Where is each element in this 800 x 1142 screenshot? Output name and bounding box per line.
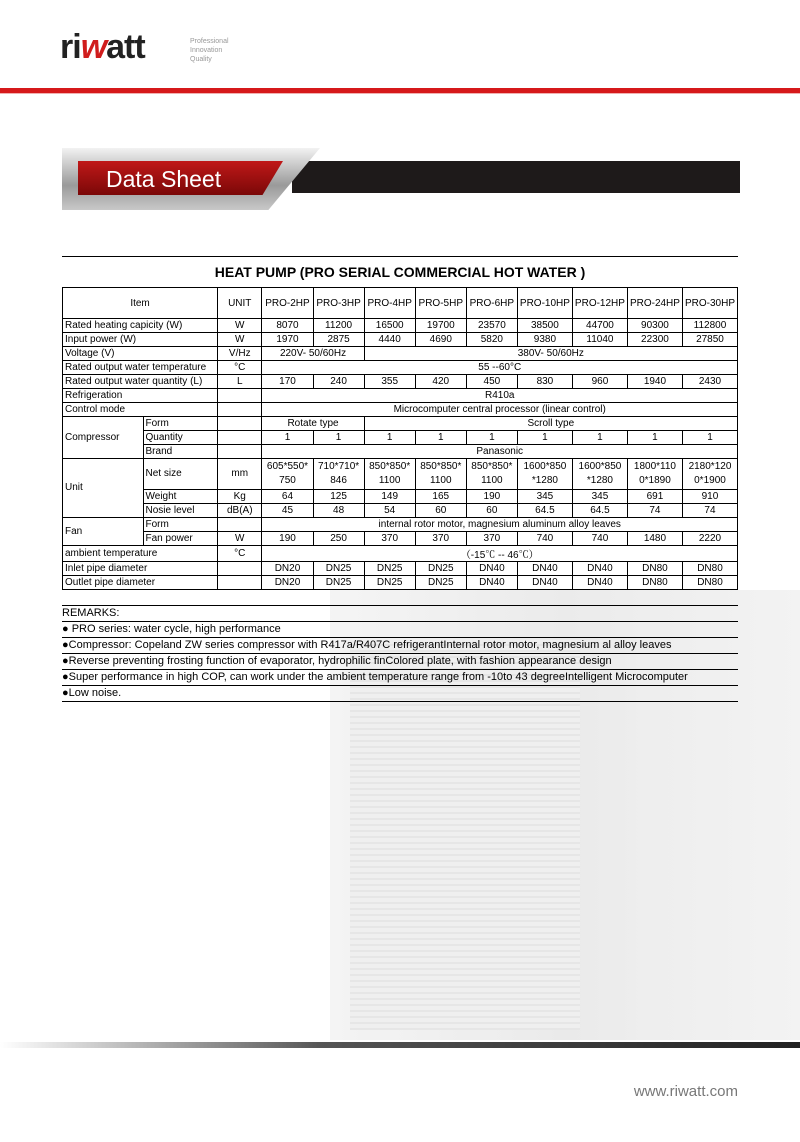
table-row [63,518,738,532]
table-row [63,576,738,590]
table-cell: 11200 [313,319,364,333]
table-cell: 1600*850 *1280 [517,459,572,490]
table-cell: DN80 [627,576,682,590]
table-cell: DN80 [682,562,737,576]
remark-item: ●Low noise. [62,686,738,702]
table-row [63,445,738,459]
table-row [63,333,738,347]
table-cell: Input power (W) [63,333,218,347]
table-cell [218,576,262,590]
table-cell: Fan [63,518,144,546]
table-cell: Rated heating capicity (W) [63,319,218,333]
banner-title: Data Sheet [106,166,222,192]
table-cell: DN40 [517,562,572,576]
table-cell: Panasonic [262,445,738,459]
table-cell [218,562,262,576]
table-cell: Rated output water quantity (L) [63,375,218,389]
remark-item: ●Super performance in high COP, can work under the ambient temperature range from -10to 43 degreeIntelligent Microcomputer [62,670,738,686]
table-cell: DN40 [572,562,627,576]
table-cell: Kg [218,490,262,504]
table-cell: 740 [572,532,627,546]
remark-item: ●Reverse preventing frosting function of evaporator, hydrophilic finColored plate, with fashion appearance design [62,654,738,670]
table-cell: 149 [364,490,415,504]
table-cell: 910 [682,490,737,504]
table-cell: 4690 [415,333,466,347]
table-cell: 64.5 [572,504,627,518]
table-cell: PRO-30HP [682,288,737,319]
table-cell: 450 [466,375,517,389]
table-cell: DN25 [313,562,364,576]
table-cell: ambient temperature [63,546,218,562]
footer-bar [0,1042,800,1048]
table-cell: 55 --60°C [262,361,738,375]
table-cell: 19700 [415,319,466,333]
table-cell: 710*710* 846 [313,459,364,490]
table-cell: 850*850* 1100 [364,459,415,490]
table-cell: 125 [313,490,364,504]
table-cell: Brand [143,445,218,459]
table-cell: Unit [63,459,144,518]
table-cell: 8070 [262,319,313,333]
table-cell: DN80 [627,562,682,576]
table-cell: 5820 [466,333,517,347]
table-cell [218,403,262,417]
table-cell: 90300 [627,319,682,333]
table-cell: 74 [627,504,682,518]
table-cell: 16500 [364,319,415,333]
table-cell: DN20 [262,562,313,576]
table-row [63,403,738,417]
table-cell: Inlet pipe diameter [63,562,218,576]
table-cell: 355 [364,375,415,389]
table-cell: 1600*850 *1280 [572,459,627,490]
table-cell: Nosie level [143,504,218,518]
table-cell: 380V- 50/60Hz [364,347,737,361]
table-row [63,546,738,562]
table-cell: 48 [313,504,364,518]
table-cell [218,445,262,459]
table-cell: 960 [572,375,627,389]
table-cell: DN40 [466,562,517,576]
table-row [63,431,738,445]
table-cell: 740 [517,532,572,546]
table-cell: DN40 [572,576,627,590]
table-cell: 9380 [517,333,572,347]
table-cell: Weight [143,490,218,504]
table-cell: L [218,375,262,389]
table-cell: 38500 [517,319,572,333]
table-cell [218,389,262,403]
remark-item: ● PRO series: water cycle, high performance [62,622,738,638]
table-cell: 370 [415,532,466,546]
table-cell: W [218,532,262,546]
table-cell: PRO-6HP [466,288,517,319]
table-cell: 27850 [682,333,737,347]
table-row [63,375,738,389]
table-cell: 420 [415,375,466,389]
table-cell: 345 [517,490,572,504]
table-cell: 23570 [466,319,517,333]
sheet-title: HEAT PUMP (PRO SERIAL COMMERCIAL HOT WATER ) [62,256,738,280]
table-row [63,532,738,546]
table-cell: Outlet pipe diameter [63,576,218,590]
table-cell: 1 [682,431,737,445]
table-cell: DN25 [313,576,364,590]
table-cell: PRO-5HP [415,288,466,319]
table-cell: Rotate type [262,417,364,431]
table-cell: Net size [143,459,218,490]
table-cell: 1 [517,431,572,445]
table-cell: 1 [466,431,517,445]
table-cell: 190 [262,532,313,546]
table-cell: （-15℃ -- 46℃） [262,546,738,562]
brand-tagline: Professional Innovation Quality [190,38,229,63]
table-cell: 1 [313,431,364,445]
header-row [63,288,738,319]
table-cell: W [218,319,262,333]
table-cell: Control mode [63,403,218,417]
table-row [63,504,738,518]
table-cell: 112800 [682,319,737,333]
table-cell: 170 [262,375,313,389]
table-row [63,562,738,576]
spec-table [62,287,738,590]
table-cell: internal rotor motor, magnesium aluminum alloy leaves [262,518,738,532]
table-cell: DN25 [415,576,466,590]
table-cell: 1480 [627,532,682,546]
table-cell: 1970 [262,333,313,347]
table-cell: DN20 [262,576,313,590]
table-cell: Refrigeration [63,389,218,403]
table-cell: UNIT [218,288,262,319]
table-cell: mm [218,459,262,490]
table-cell: 250 [313,532,364,546]
table-cell: 345 [572,490,627,504]
table-cell: Microcomputer central processor (linear control) [262,403,738,417]
table-cell: 1 [364,431,415,445]
table-cell: 1800*110 0*1890 [627,459,682,490]
table-cell: PRO-4HP [364,288,415,319]
table-cell: Quantity [143,431,218,445]
table-cell: Scroll type [364,417,737,431]
table-cell: DN25 [364,562,415,576]
table-row [63,389,738,403]
table-cell: Rated output water temperature [63,361,218,375]
table-cell: DN25 [364,576,415,590]
table-cell: 2875 [313,333,364,347]
table-cell: Compressor [63,417,144,459]
table-cell: R410a [262,389,738,403]
footer-url[interactable]: www.riwatt.com [633,1083,738,1100]
remarks-section [62,605,738,702]
table-row [63,459,738,490]
table-cell: 22300 [627,333,682,347]
table-row [63,417,738,431]
table-cell: DN80 [682,576,737,590]
table-cell: Voltage (V) [63,347,218,361]
table-cell: 11040 [572,333,627,347]
table-cell: 44700 [572,319,627,333]
table-cell: 74 [682,504,737,518]
table-cell: 220V- 50/60Hz [262,347,364,361]
table-row [63,361,738,375]
table-cell: dB(A) [218,504,262,518]
table-cell: DN40 [466,576,517,590]
table-cell: Item [63,288,218,319]
table-row [63,347,738,361]
table-cell: °C [218,546,262,562]
table-cell: 830 [517,375,572,389]
table-cell: 1940 [627,375,682,389]
table-cell: 60 [415,504,466,518]
table-cell: Form [143,417,218,431]
table-cell: PRO-2HP [262,288,313,319]
table-cell: 2220 [682,532,737,546]
table-cell: 2180*120 0*1900 [682,459,737,490]
table-cell [218,431,262,445]
table-cell: 240 [313,375,364,389]
table-cell: 45 [262,504,313,518]
table-cell: Form [143,518,218,532]
table-cell: PRO-24HP [627,288,682,319]
table-cell: 370 [466,532,517,546]
remarks-title: REMARKS: [62,605,738,622]
table-cell: 1 [627,431,682,445]
table-row [63,490,738,504]
table-cell: 60 [466,504,517,518]
table-cell [218,417,262,431]
table-cell: PRO-12HP [572,288,627,319]
table-cell: DN25 [415,562,466,576]
table-cell: 64 [262,490,313,504]
table-cell: 850*850* 1100 [466,459,517,490]
table-cell: 4440 [364,333,415,347]
table-cell: 605*550* 750 [262,459,313,490]
brand-logo: riwatt [60,28,145,66]
table-cell: 165 [415,490,466,504]
table-cell: DN40 [517,576,572,590]
table-cell: Fan power [143,532,218,546]
table-cell: 1 [572,431,627,445]
table-cell: 2430 [682,375,737,389]
table-cell: W [218,333,262,347]
table-cell: 190 [466,490,517,504]
table-cell: V/Hz [218,347,262,361]
table-cell [218,518,262,532]
table-row [63,319,738,333]
table-cell: 850*850* 1100 [415,459,466,490]
table-cell: 64.5 [517,504,572,518]
table-cell: 691 [627,490,682,504]
data-sheet-banner [62,148,740,210]
table-cell: 1 [415,431,466,445]
table-cell: 370 [364,532,415,546]
table-cell: 54 [364,504,415,518]
remark-item: ●Compressor: Copeland ZW series compressor with R417a/R407C refrigerantInternal rotor motor, magnesium al alloy leaves [62,638,738,654]
table-cell: 1 [262,431,313,445]
table-cell: PRO-10HP [517,288,572,319]
table-cell: PRO-3HP [313,288,364,319]
table-cell: °C [218,361,262,375]
